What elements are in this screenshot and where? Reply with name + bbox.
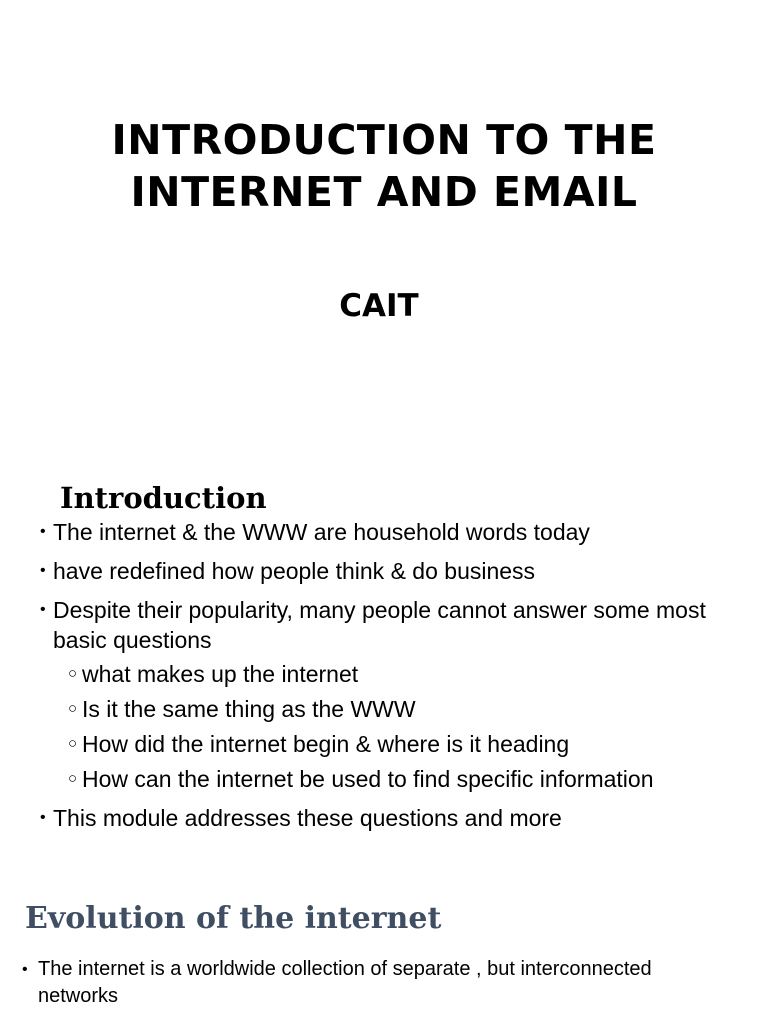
sub-bullet-text: Is it the same thing as the WWW <box>82 696 416 722</box>
list-item <box>0 694 768 724</box>
bullet-icon: • <box>40 601 46 618</box>
evolution-bullet-list <box>0 956 768 1018</box>
circle-bullet-icon: ○ <box>68 770 78 787</box>
introduction-bullet-list <box>0 517 768 842</box>
list-item <box>0 556 768 586</box>
sub-bullet-text: How did the internet begin & where is it heading <box>82 731 570 757</box>
list-item <box>0 659 768 689</box>
introduction-slide <box>0 470 768 868</box>
introduction-heading: Introduction <box>60 481 267 515</box>
list-item <box>0 517 768 547</box>
circle-bullet-icon: ○ <box>68 735 78 752</box>
bullet-text: have redefined how people think & do business <box>53 558 536 584</box>
list-item <box>0 729 768 759</box>
bullet-icon: • <box>40 562 46 579</box>
list-item <box>0 803 768 833</box>
circle-bullet-icon: ○ <box>68 700 78 717</box>
sub-bullet-text: what makes up the internet <box>82 661 359 687</box>
list-item <box>0 595 768 655</box>
evolution-heading: Evolution of the internet <box>25 901 442 936</box>
list-item <box>0 956 768 1010</box>
circle-bullet-icon: ○ <box>68 665 78 682</box>
bullet-text: The internet & the WWW are household words today <box>53 519 590 545</box>
list-item <box>0 764 768 794</box>
bullet-icon: • <box>40 523 46 540</box>
bullet-text: This module addresses these questions and more <box>53 805 562 831</box>
bullet-icon: • <box>22 961 28 978</box>
bullet-text: Despite their popularity, many people cannot answer some most basic questions <box>53 597 706 653</box>
bullet-text: The internet is a worldwide collection of separate , but interconnected networks <box>38 958 652 1007</box>
bullet-icon: • <box>40 809 46 826</box>
sub-bullet-text: How can the internet be used to find specific information <box>82 766 654 792</box>
presentation-subtitle: CAIT <box>339 288 419 324</box>
evolution-slide <box>0 868 768 1024</box>
title-slide <box>0 0 768 470</box>
presentation-title: INTRODUCTION TO THE INTERNET AND EMAIL <box>111 116 657 216</box>
